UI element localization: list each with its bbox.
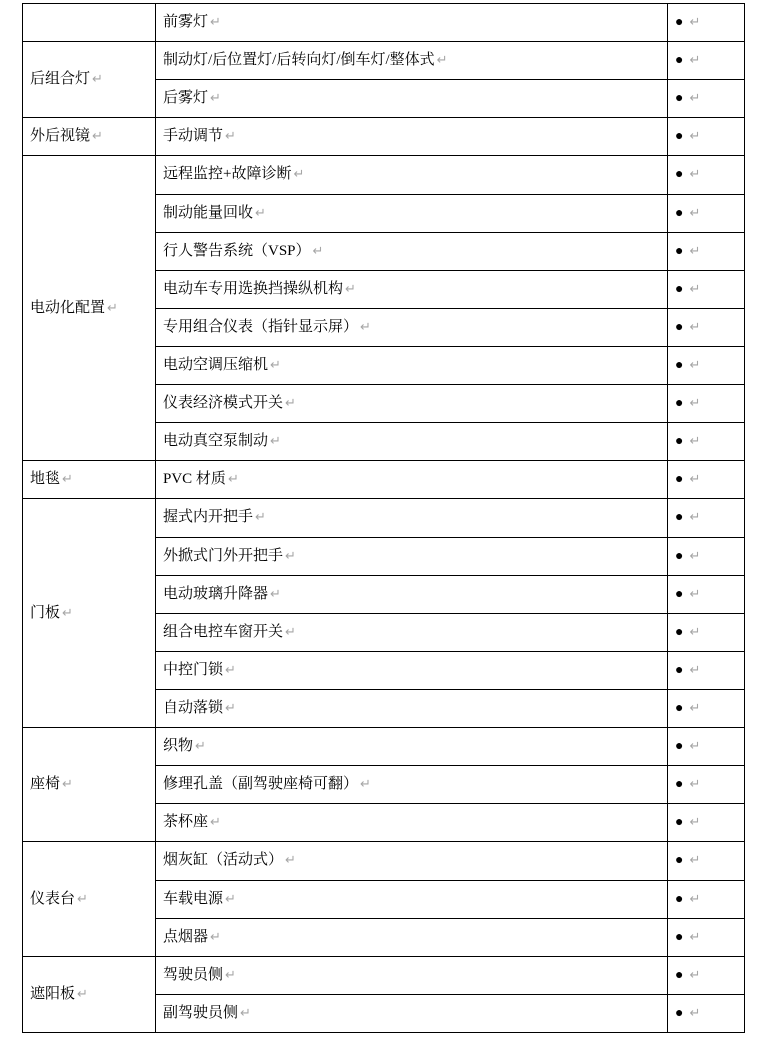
category-cell-empty bbox=[23, 4, 156, 42]
paragraph-mark: ↵ bbox=[62, 472, 73, 488]
value-cell bbox=[668, 880, 745, 918]
spec-table-body bbox=[23, 4, 745, 1033]
paragraph-mark: ↵ bbox=[285, 853, 296, 869]
paragraph-mark: ↵ bbox=[195, 739, 206, 755]
feature-label: 织物 bbox=[163, 738, 194, 755]
feature-label: 外掀式门外开把手 bbox=[163, 547, 284, 564]
paragraph-mark: ↵ bbox=[689, 777, 701, 793]
bullet-dot-icon: ● bbox=[675, 319, 684, 335]
value-cell bbox=[668, 575, 745, 613]
feature-cell bbox=[156, 156, 668, 194]
feature-label: 烟灰缸（活动式） bbox=[163, 852, 284, 869]
bullet-dot-icon: ● bbox=[675, 586, 684, 602]
feature-label: 握式内开把手 bbox=[163, 509, 254, 526]
value-cell bbox=[668, 613, 745, 651]
table-row bbox=[23, 156, 745, 194]
feature-label: 电动车专用选换挡操纵机构 bbox=[163, 280, 344, 297]
table-row bbox=[23, 461, 745, 499]
paragraph-mark: ↵ bbox=[689, 396, 701, 412]
paragraph-mark: ↵ bbox=[689, 91, 701, 107]
feature-cell bbox=[156, 575, 668, 613]
paragraph-mark: ↵ bbox=[360, 319, 371, 335]
bullet-dot-icon: ● bbox=[675, 129, 684, 145]
vehicle-spec-table bbox=[22, 3, 745, 1033]
paragraph-mark: ↵ bbox=[689, 548, 701, 564]
bullet-dot-icon: ● bbox=[675, 967, 684, 983]
bullet-dot-icon: ● bbox=[675, 815, 684, 831]
bullet-dot-icon: ● bbox=[675, 167, 684, 183]
bullet-dot-icon: ● bbox=[675, 15, 684, 31]
paragraph-mark: ↵ bbox=[312, 243, 324, 259]
paragraph-mark: ↵ bbox=[270, 586, 281, 602]
feature-cell bbox=[156, 956, 668, 994]
paragraph-mark: ↵ bbox=[227, 472, 239, 488]
feature-cell bbox=[156, 918, 668, 956]
feature-cell bbox=[156, 499, 668, 537]
paragraph-mark: ↵ bbox=[270, 434, 281, 450]
value-cell bbox=[668, 232, 745, 270]
paragraph-mark: ↵ bbox=[62, 605, 73, 621]
feature-cell bbox=[156, 537, 668, 575]
paragraph-mark: ↵ bbox=[210, 815, 221, 831]
feature-label: PVC 材质 bbox=[163, 471, 226, 488]
category-cell bbox=[23, 461, 156, 499]
value-cell bbox=[668, 461, 745, 499]
feature-label: 仪表经济模式开关 bbox=[163, 395, 284, 412]
paragraph-mark: ↵ bbox=[689, 319, 701, 335]
category-label: 电动化配置 bbox=[30, 299, 106, 316]
feature-cell bbox=[156, 689, 668, 727]
paragraph-mark: ↵ bbox=[270, 358, 281, 374]
bullet-dot-icon: ● bbox=[675, 739, 684, 755]
paragraph-mark: ↵ bbox=[255, 510, 266, 526]
value-cell bbox=[668, 537, 745, 575]
value-cell bbox=[668, 689, 745, 727]
paragraph-mark: ↵ bbox=[689, 701, 701, 717]
bullet-dot-icon: ● bbox=[675, 777, 684, 793]
paragraph-mark: ↵ bbox=[92, 129, 103, 145]
category-label: 仪表台 bbox=[30, 890, 76, 907]
paragraph-mark: ↵ bbox=[107, 300, 118, 316]
paragraph-mark: ↵ bbox=[689, 167, 701, 183]
paragraph-mark: ↵ bbox=[210, 929, 221, 945]
feature-label: 电动真空泵制动 bbox=[163, 433, 269, 450]
feature-cell bbox=[156, 42, 668, 80]
paragraph-mark: ↵ bbox=[689, 53, 701, 69]
table-row bbox=[23, 728, 745, 766]
value-cell bbox=[668, 156, 745, 194]
category-label: 遮阳板 bbox=[30, 985, 76, 1002]
bullet-dot-icon: ● bbox=[675, 1005, 684, 1021]
value-cell bbox=[668, 385, 745, 423]
feature-cell bbox=[156, 80, 668, 118]
bullet-dot-icon: ● bbox=[675, 891, 684, 907]
feature-label: 制动灯/后位置灯/后转向灯/倒车灯/整体式 bbox=[163, 52, 435, 69]
paragraph-mark: ↵ bbox=[360, 777, 371, 793]
paragraph-mark: ↵ bbox=[225, 662, 236, 678]
feature-cell bbox=[156, 423, 668, 461]
feature-label: 前雾灯 bbox=[163, 14, 209, 31]
feature-cell bbox=[156, 613, 668, 651]
category-label: 地毯 bbox=[30, 471, 61, 488]
bullet-dot-icon: ● bbox=[675, 662, 684, 678]
feature-label: 中控门锁 bbox=[163, 661, 224, 678]
feature-label: 车载电源 bbox=[163, 890, 224, 907]
document-page-body bbox=[22, 3, 744, 1033]
feature-label: 电动玻璃升降器 bbox=[163, 585, 269, 602]
paragraph-mark: ↵ bbox=[689, 358, 701, 374]
feature-cell bbox=[156, 385, 668, 423]
value-cell bbox=[668, 42, 745, 80]
value-cell bbox=[668, 80, 745, 118]
feature-label: 手动调节 bbox=[163, 128, 224, 145]
bullet-dot-icon: ● bbox=[675, 243, 684, 259]
value-cell bbox=[668, 994, 745, 1032]
paragraph-mark: ↵ bbox=[689, 662, 701, 678]
paragraph-mark: ↵ bbox=[689, 967, 701, 983]
value-cell bbox=[668, 346, 745, 384]
paragraph-mark: ↵ bbox=[77, 986, 88, 1002]
feature-label: 点烟器 bbox=[163, 928, 209, 945]
table-row bbox=[23, 842, 745, 880]
paragraph-mark: ↵ bbox=[689, 472, 701, 488]
table-row bbox=[23, 499, 745, 537]
bullet-dot-icon: ● bbox=[675, 358, 684, 374]
feature-label: 专用组合仪表（指针显示屏） bbox=[163, 318, 359, 335]
bullet-dot-icon: ● bbox=[675, 91, 684, 107]
value-cell bbox=[668, 918, 745, 956]
paragraph-mark: ↵ bbox=[225, 129, 236, 145]
value-cell bbox=[668, 308, 745, 346]
paragraph-mark: ↵ bbox=[210, 15, 221, 31]
category-cell bbox=[23, 842, 156, 956]
paragraph-mark: ↵ bbox=[285, 548, 296, 564]
paragraph-mark: ↵ bbox=[225, 701, 236, 717]
paragraph-mark: ↵ bbox=[345, 281, 356, 297]
bullet-dot-icon: ● bbox=[675, 396, 684, 412]
feature-cell bbox=[156, 728, 668, 766]
category-label: 外后视镜 bbox=[30, 128, 91, 145]
paragraph-mark: ↵ bbox=[240, 1005, 251, 1021]
bullet-dot-icon: ● bbox=[675, 510, 684, 526]
feature-cell bbox=[156, 651, 668, 689]
feature-cell bbox=[156, 308, 668, 346]
value-cell bbox=[668, 728, 745, 766]
value-cell bbox=[668, 804, 745, 842]
bullet-dot-icon: ● bbox=[675, 929, 684, 945]
feature-cell bbox=[156, 842, 668, 880]
value-cell bbox=[668, 4, 745, 42]
category-cell bbox=[23, 499, 156, 728]
paragraph-mark: ↵ bbox=[436, 53, 448, 69]
paragraph-mark: ↵ bbox=[689, 739, 701, 755]
value-cell bbox=[668, 118, 745, 156]
value-cell bbox=[668, 499, 745, 537]
bullet-dot-icon: ● bbox=[675, 548, 684, 564]
paragraph-mark: ↵ bbox=[689, 815, 701, 831]
paragraph-mark: ↵ bbox=[285, 396, 296, 412]
bullet-dot-icon: ● bbox=[675, 853, 684, 869]
value-cell bbox=[668, 651, 745, 689]
paragraph-mark: ↵ bbox=[689, 624, 701, 640]
bullet-dot-icon: ● bbox=[675, 53, 684, 69]
paragraph-mark: ↵ bbox=[689, 929, 701, 945]
feature-label: 副驾驶员侧 bbox=[163, 1004, 239, 1021]
feature-cell bbox=[156, 994, 668, 1032]
paragraph-mark: ↵ bbox=[62, 777, 73, 793]
category-label: 后组合灯 bbox=[30, 71, 91, 88]
paragraph-mark: ↵ bbox=[225, 891, 236, 907]
paragraph-mark: ↵ bbox=[210, 91, 221, 107]
paragraph-mark: ↵ bbox=[285, 624, 296, 640]
feature-label: 驾驶员侧 bbox=[163, 966, 224, 983]
paragraph-mark: ↵ bbox=[689, 205, 701, 221]
feature-cell bbox=[156, 4, 668, 42]
paragraph-mark: ↵ bbox=[689, 129, 701, 145]
feature-cell bbox=[156, 232, 668, 270]
paragraph-mark: ↵ bbox=[689, 243, 701, 259]
bullet-dot-icon: ● bbox=[675, 205, 684, 221]
bullet-dot-icon: ● bbox=[675, 701, 684, 717]
feature-cell bbox=[156, 461, 668, 499]
paragraph-mark: ↵ bbox=[689, 853, 701, 869]
feature-cell bbox=[156, 346, 668, 384]
feature-label: 组合电控车窗开关 bbox=[163, 623, 284, 640]
paragraph-mark: ↵ bbox=[689, 1005, 701, 1021]
paragraph-mark: ↵ bbox=[225, 967, 236, 983]
paragraph-mark: ↵ bbox=[689, 510, 701, 526]
paragraph-mark: ↵ bbox=[689, 586, 701, 602]
category-cell bbox=[23, 728, 156, 842]
table-row bbox=[23, 4, 745, 42]
value-cell bbox=[668, 766, 745, 804]
feature-label: 茶杯座 bbox=[163, 814, 209, 831]
feature-cell bbox=[156, 118, 668, 156]
feature-label: 自动落锁 bbox=[163, 700, 224, 717]
feature-cell bbox=[156, 804, 668, 842]
feature-cell bbox=[156, 880, 668, 918]
table-row bbox=[23, 42, 745, 80]
feature-label: 电动空调压缩机 bbox=[163, 357, 269, 374]
paragraph-mark: ↵ bbox=[293, 167, 305, 183]
paragraph-mark: ↵ bbox=[92, 72, 103, 88]
bullet-dot-icon: ● bbox=[675, 281, 684, 297]
paragraph-mark: ↵ bbox=[689, 281, 701, 297]
feature-label: 行人警告系统（VSP） bbox=[163, 242, 311, 259]
feature-label: 后雾灯 bbox=[163, 90, 209, 107]
value-cell bbox=[668, 956, 745, 994]
category-cell bbox=[23, 156, 156, 461]
paragraph-mark: ↵ bbox=[689, 891, 701, 907]
category-label: 座椅 bbox=[30, 776, 61, 793]
paragraph-mark: ↵ bbox=[689, 434, 701, 450]
bullet-dot-icon: ● bbox=[675, 624, 684, 640]
paragraph-mark: ↵ bbox=[255, 205, 266, 221]
paragraph-mark: ↵ bbox=[689, 15, 701, 31]
category-cell bbox=[23, 118, 156, 156]
paragraph-mark: ↵ bbox=[77, 891, 88, 907]
table-row bbox=[23, 118, 745, 156]
value-cell bbox=[668, 270, 745, 308]
category-cell bbox=[23, 42, 156, 118]
feature-label: 远程监控+故障诊断 bbox=[163, 166, 292, 183]
category-label: 门板 bbox=[30, 604, 61, 621]
feature-label: 制动能量回收 bbox=[163, 204, 254, 221]
bullet-dot-icon: ● bbox=[675, 472, 684, 488]
value-cell bbox=[668, 423, 745, 461]
value-cell bbox=[668, 842, 745, 880]
feature-cell bbox=[156, 766, 668, 804]
bullet-dot-icon: ● bbox=[675, 434, 684, 450]
value-cell bbox=[668, 194, 745, 232]
category-cell bbox=[23, 956, 156, 1032]
table-row bbox=[23, 956, 745, 994]
feature-label: 修理孔盖（副驾驶座椅可翻） bbox=[163, 776, 359, 793]
feature-cell bbox=[156, 194, 668, 232]
feature-cell bbox=[156, 270, 668, 308]
